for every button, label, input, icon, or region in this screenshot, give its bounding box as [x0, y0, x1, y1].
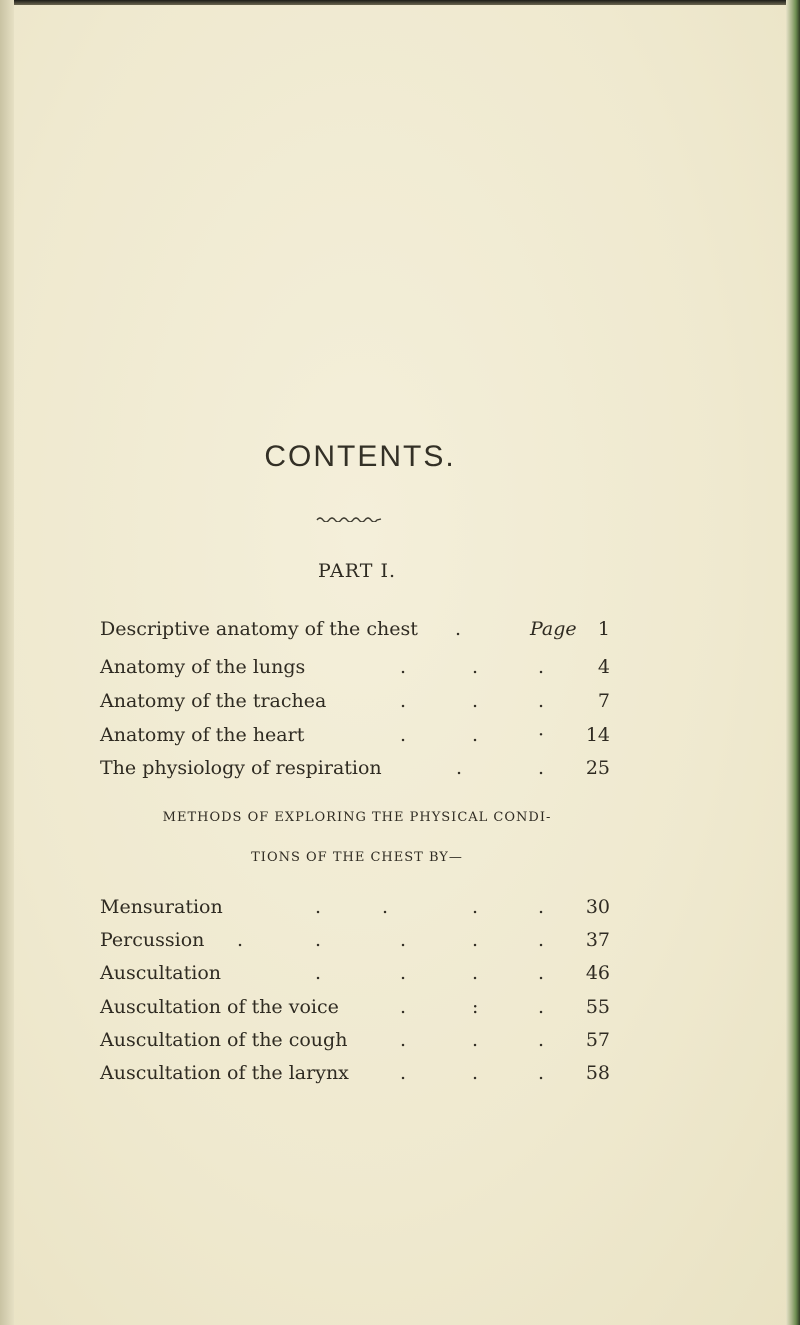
- toc-entry-page: 14: [585, 724, 610, 746]
- toc-entry-page: 7: [597, 690, 610, 712]
- page-title: CONTENTS.: [264, 440, 456, 473]
- decorative-rule-icon: [316, 516, 382, 522]
- book-cover-edge: [786, 0, 800, 1325]
- toc-entry-title: Auscultation of the voice: [100, 996, 339, 1018]
- page-top-edge: [0, 0, 800, 5]
- toc-entry-title: The physiology of respiration: [100, 757, 382, 779]
- toc-entry-page: 4: [597, 656, 610, 678]
- leader-dot: .: [472, 656, 479, 678]
- toc-entry-title: Mensuration: [100, 896, 223, 918]
- leader-dot: ·: [538, 724, 545, 746]
- toc-entry[interactable]: [100, 1062, 620, 1092]
- leader-dot: .: [315, 896, 322, 918]
- leader-dot: .: [472, 896, 479, 918]
- leader-dot: .: [538, 996, 545, 1018]
- toc-entry[interactable]: [100, 690, 620, 720]
- leader-dot: .: [538, 1029, 545, 1051]
- toc-entry-page: 58: [585, 1062, 610, 1084]
- toc-entry-page: 30: [585, 896, 610, 918]
- toc-entry-title: Auscultation of the larynx: [100, 1062, 349, 1084]
- toc-entry-page: 57: [585, 1029, 610, 1051]
- toc-entry-page: 55: [585, 996, 610, 1018]
- toc-entry[interactable]: [100, 996, 620, 1026]
- leader-dot: .: [456, 757, 463, 779]
- toc-entry-title: Auscultation of the cough: [100, 1029, 348, 1051]
- leader-dot: .: [472, 962, 479, 984]
- leader-dot: :: [472, 996, 479, 1018]
- leader-dot: .: [472, 690, 479, 712]
- toc-entry[interactable]: [100, 962, 620, 992]
- toc-entry-page: 46: [585, 962, 610, 984]
- toc-entry[interactable]: [100, 724, 620, 754]
- toc-entry-title: Percussion: [100, 929, 205, 951]
- leader-dot: .: [538, 1062, 545, 1084]
- toc-entry[interactable]: [100, 896, 620, 926]
- page-gutter: [0, 0, 14, 1325]
- part-heading: PART I.: [318, 560, 396, 582]
- toc-entry-title: Anatomy of the trachea: [100, 690, 327, 712]
- toc-entry[interactable]: [100, 757, 620, 787]
- toc-entry-page: 37: [585, 929, 610, 951]
- toc-entry[interactable]: [100, 656, 620, 686]
- toc-entry-title: Descriptive anatomy of the chest: [100, 618, 418, 640]
- leader-dot: .: [382, 896, 389, 918]
- leader-dot: .: [472, 724, 479, 746]
- leader-dot: .: [538, 690, 545, 712]
- leader-dot: .: [400, 1062, 407, 1084]
- leader-dot: .: [538, 656, 545, 678]
- toc-entry[interactable]: [100, 618, 620, 648]
- leader-dot: .: [400, 724, 407, 746]
- leader-dot: .: [472, 929, 479, 951]
- section-heading-line2: TIONS OF THE CHEST BY—: [251, 850, 463, 865]
- leader-dot: .: [538, 757, 545, 779]
- leader-dot: .: [315, 962, 322, 984]
- section-heading-line1: METHODS OF EXPLORING THE PHYSICAL CONDI-: [162, 810, 552, 825]
- leader-dot: .: [400, 962, 407, 984]
- toc-entry[interactable]: [100, 1029, 620, 1059]
- toc-entry[interactable]: [100, 929, 620, 959]
- leader-dot: .: [455, 618, 462, 640]
- leader-dot: .: [400, 929, 407, 951]
- leader-dot: .: [538, 896, 545, 918]
- leader-dot: .: [237, 929, 244, 951]
- toc-entry-page: 1: [597, 618, 610, 640]
- leader-dot: .: [400, 656, 407, 678]
- leader-dot: .: [538, 962, 545, 984]
- leader-dot: .: [400, 996, 407, 1018]
- leader-dot: .: [472, 1062, 479, 1084]
- toc-entry-title: Anatomy of the heart: [100, 724, 305, 746]
- leader-dot: .: [315, 929, 322, 951]
- page-prefix-label: Page: [530, 618, 577, 640]
- toc-entry-title: Auscultation: [100, 962, 222, 984]
- toc-entry-title: Anatomy of the lungs: [100, 656, 306, 678]
- toc-entry-page: 25: [585, 757, 610, 779]
- leader-dot: .: [472, 1029, 479, 1051]
- leader-dot: .: [538, 929, 545, 951]
- leader-dot: .: [400, 1029, 407, 1051]
- leader-dot: .: [400, 690, 407, 712]
